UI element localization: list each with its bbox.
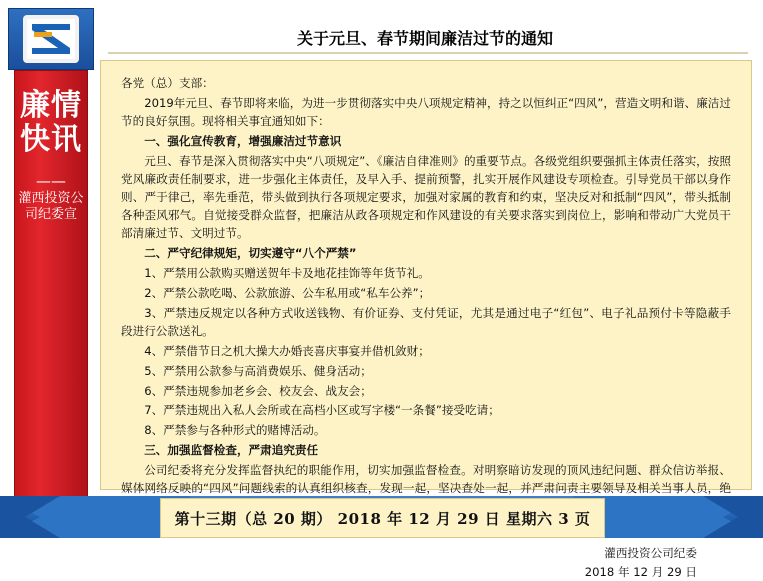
footer-label-box xyxy=(160,498,605,538)
section-1-paragraph-1: 元旦、春节是深入贯彻落实中央“八项规定”、《廉洁自律准则》的重要节点。各级党组织要强抓主体责任落实，按照党风廉政责任制要求，进一步强化主体责任，及早入手、提前预警，扎实开展作风建设专项检查。引导党员干部以身作则、严于律己，率先垂范，带头做到执行各项规定要求，加强对家属的教育和约束，坚决反对和抵制“四风”，带头抵制各种歪风邪气。自觉接受群众监督，把廉洁从政各项规定和作风建设的有关要求落实到岗位上，影响和带动广大党员干部清廉过节、文明过节。 xyxy=(121,153,731,240)
title-divider xyxy=(108,52,748,54)
salutation: 各党（总）支部： xyxy=(121,76,214,90)
signature-org: 灌西投资公司纪委 xyxy=(604,546,697,561)
banner-dash: —— xyxy=(36,172,66,191)
banner-subtitle: 灌西投资公司纪委宣 xyxy=(18,191,84,223)
intro-paragraph: 2019年元旦、春节即将来临，为进一步贯彻落实中央八项规定精神，持之以恒纠正“四风”，营造文明和谐、廉洁过节的良好氛围。现将相关事宜通知如下： xyxy=(121,95,731,128)
section-2-item-4: 4、严禁借节日之机大操大办婚丧喜庆事宴并借机敛财； xyxy=(144,343,430,358)
section-heading-1: 一、强化宣传教育，增强廉洁过节意识 xyxy=(144,133,342,148)
company-logo-icon xyxy=(23,15,79,63)
section-2-item-7: 7、严禁违规出入私人会所或在高档小区或写字楼“一条餐”接受吃请； xyxy=(144,403,500,418)
banner-header xyxy=(8,8,94,70)
section-2-item-6: 6、严禁违规参加老乡会、校友会、战友会； xyxy=(144,383,372,398)
section-2-item-2: 2、严禁公款吃喝、公款旅游、公车私用或“私车公养”； xyxy=(144,285,431,300)
section-2-item-5: 5、严禁用公款参与高消费娱乐、健身活动； xyxy=(144,363,372,378)
footer-ribbon xyxy=(0,496,763,538)
section-heading-2: 二、严守纪律规矩，切实遵守“八个严禁” xyxy=(144,245,357,260)
section-2-item-3: 3、严禁违反规定以各种方式收送钱物、有价证券、支付凭证，尤其是通过电子“红包”、电子礼品预付卡等隐蔽手段进行公款送礼。 xyxy=(121,305,731,338)
banner-title: 廉情快讯 xyxy=(20,88,82,157)
banner-subtitle-block xyxy=(15,174,87,223)
left-banner xyxy=(8,8,92,508)
section-heading-3: 三、加强监督检查，严肃追究责任 xyxy=(144,443,319,458)
section-2-item-8: 8、严禁参与各种形式的赌博活动。 xyxy=(144,423,326,438)
banner-body xyxy=(14,70,88,502)
signature-date: 2018 年 12 月 29 日 xyxy=(584,564,697,579)
footer-issue-text: 第十三期（总 20 期） 2018 年 12 月 29 日 星期六 3 页 xyxy=(174,509,591,528)
page-title: 关于元旦、春节期间廉洁过节的通知 xyxy=(296,29,553,48)
signature-block xyxy=(121,544,731,581)
section-2-item-1: 1、严禁用公款购买赠送贺年卡及地花挂饰等年货节礼。 xyxy=(144,265,430,280)
section-3-paragraph-1: 公司纪委将充分发挥监督执纪的职能作用，切实加强监督检查。对明察暗访发现的顶风违纪问题、群众信访举报、媒体网络反映的“四风”问题线索的认真组织核查，发现一起，坚决查处一起，并严肃问责主要领导及相关当事人员，绝 xyxy=(121,463,731,496)
